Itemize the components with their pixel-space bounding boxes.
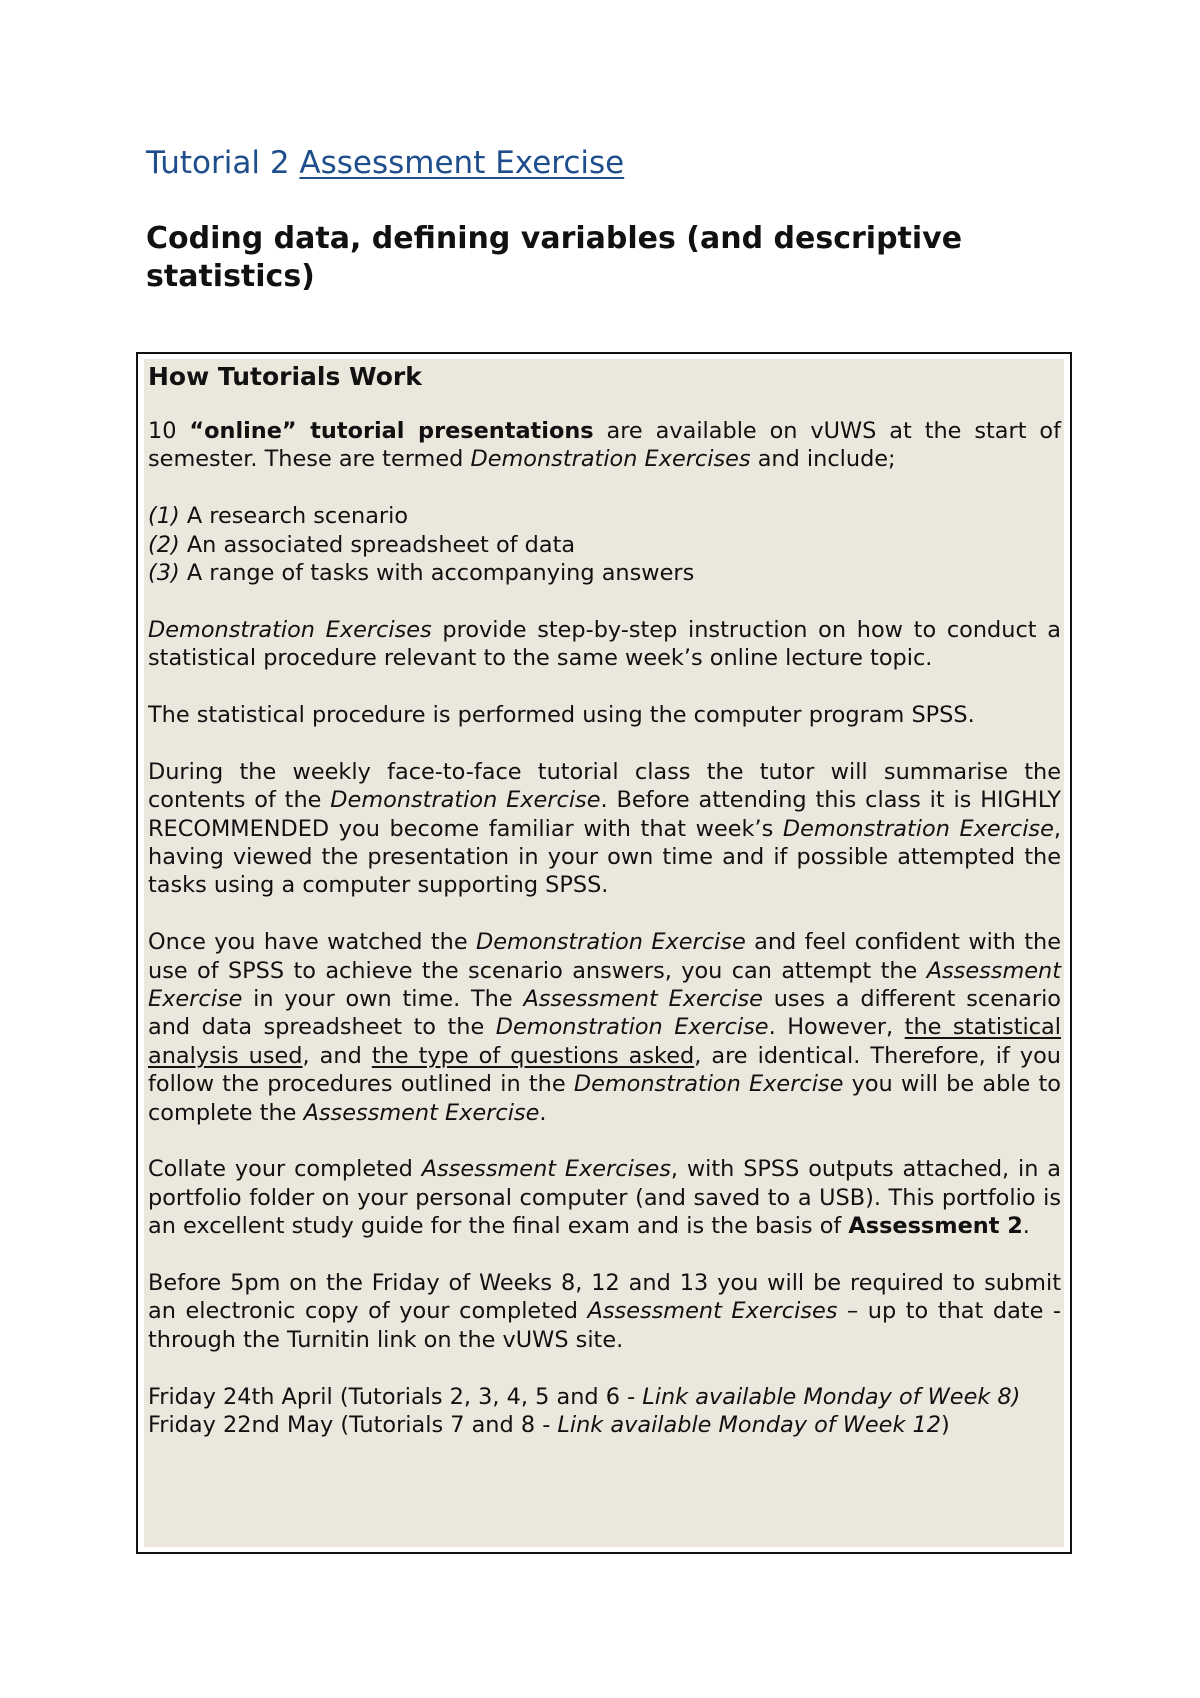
title-prefix: Tutorial 2 bbox=[146, 145, 300, 181]
title-link[interactable]: Assessment Exercise bbox=[299, 145, 625, 181]
list-item-number: (1) bbox=[148, 503, 180, 530]
info-box-heading: How Tutorials Work bbox=[148, 362, 422, 391]
intro-end: and include; bbox=[750, 446, 896, 473]
weekly-text: . Before attending this class it is HIGHLY RECOMMENDED you become familiar with that week’s bbox=[148, 787, 1062, 842]
before-text: – up to that date - through the Turnitin link on the vUWS site. bbox=[148, 1298, 1061, 1353]
collate-emphasis: Assessment Exercises bbox=[421, 1156, 671, 1183]
date-emphasis: Link available Monday of Week 12 bbox=[557, 1412, 942, 1439]
intro-paragraph bbox=[148, 417, 1061, 474]
once-text: in your own time. The bbox=[242, 986, 524, 1013]
once-emphasis: Assessment Exercise bbox=[148, 957, 1061, 1013]
date-text: Friday 22nd May (Tutorials 7 and 8 - bbox=[148, 1412, 558, 1439]
once-text: and feel confident with the use of SPSS to achieve the scenario answers, you can attempt the bbox=[148, 929, 1061, 984]
weekly-text: , having viewed the presentation in your own time and if possible attempted the tasks using a computer supporting SPSS. bbox=[148, 815, 1061, 899]
weekly-paragraph bbox=[148, 758, 1061, 900]
once-emphasis: Demonstration Exercise bbox=[573, 1071, 844, 1098]
before-text: Before 5pm on the Friday of Weeks 8, 12 and 13 you will be required to submit an electronic copy of your completed bbox=[148, 1270, 1061, 1325]
list-item-number: (2) bbox=[148, 531, 180, 558]
list-item-number: (3) bbox=[148, 560, 180, 587]
date-text: Friday 24th April (Tutorials 2, 3, 4, 5 and 6 - bbox=[148, 1383, 643, 1410]
once-text: . However, bbox=[768, 1014, 905, 1041]
once-emphasis: Assessment Exercise bbox=[523, 986, 763, 1013]
once-text: . bbox=[539, 1099, 547, 1126]
collate-text: , with SPSS outputs attached, in a portfolio folder on your personal computer (and saved to a USB). This portfolio is an excellent study guide for the final exam and is the basis of bbox=[148, 1156, 1061, 1240]
list-item bbox=[148, 559, 1061, 587]
intro-text: are available on vUWS at the start of semester. These are termed bbox=[148, 418, 1061, 473]
date-entry bbox=[148, 1383, 1061, 1411]
list-item bbox=[148, 502, 1061, 530]
demo-paragraph bbox=[148, 616, 1061, 673]
date-emphasis: Link available Monday of Week 8) bbox=[642, 1383, 1021, 1410]
weekly-text: During the weekly face-to-face tutorial class the tutor will summarise the contents of the bbox=[148, 758, 1061, 814]
list-item-text: An associated spreadsheet of data bbox=[179, 531, 576, 558]
once-text: you will be able to complete the bbox=[148, 1071, 1062, 1126]
weekly-emphasis: Demonstration Exercise bbox=[782, 815, 1054, 842]
list-item-text: A research scenario bbox=[179, 503, 409, 530]
before-emphasis: Assessment Exercises bbox=[587, 1298, 838, 1325]
once-emphasis: Demonstration Exercise bbox=[476, 929, 746, 956]
weekly-emphasis: Demonstration Exercise bbox=[330, 787, 601, 814]
before-paragraph bbox=[148, 1269, 1061, 1354]
once-text: , are identical. Therefore, if you follow the procedures outlined in the bbox=[148, 1042, 1061, 1098]
list-item-text: A range of tasks with accompanying answers bbox=[179, 560, 695, 587]
once-emphasis: Demonstration Exercise bbox=[495, 1014, 769, 1041]
document-subtitle: Coding data, defining variables (and descriptive statistics) bbox=[146, 221, 963, 294]
once-text: , and bbox=[302, 1042, 372, 1069]
once-underline: the type of questions asked bbox=[371, 1042, 695, 1069]
date-end: ) bbox=[941, 1412, 950, 1439]
intro-emphasis: Demonstration Exercises bbox=[470, 446, 751, 473]
spss-paragraph: The statistical procedure is performed using the computer program SPSS. bbox=[148, 702, 975, 729]
once-paragraph bbox=[148, 928, 1061, 1127]
document-title bbox=[146, 143, 624, 183]
once-text: uses a different scenario and data spreadsheet to the bbox=[148, 986, 1062, 1041]
demo-text: provide step-by-step instruction on how to conduct a statistical procedure relevant to the same week’s online lecture topic. bbox=[148, 616, 1061, 672]
list-item bbox=[148, 531, 1061, 559]
intro-number: 10 bbox=[148, 418, 190, 444]
collate-text: . bbox=[1022, 1213, 1030, 1240]
info-box-content bbox=[144, 359, 1064, 1547]
intro-bold: “online” tutorial presentations bbox=[189, 418, 594, 444]
collate-paragraph bbox=[148, 1155, 1061, 1240]
once-emphasis: Assessment Exercise bbox=[303, 1099, 540, 1126]
info-box bbox=[136, 352, 1072, 1554]
collate-bold: Assessment 2 bbox=[848, 1213, 1023, 1240]
date-entry bbox=[148, 1411, 1061, 1439]
once-text: Once you have watched the bbox=[148, 929, 476, 956]
collate-text: Collate your completed bbox=[148, 1156, 422, 1183]
once-underline: the statistical analysis used bbox=[148, 1014, 1061, 1069]
demo-emphasis: Demonstration Exercises bbox=[148, 616, 432, 643]
